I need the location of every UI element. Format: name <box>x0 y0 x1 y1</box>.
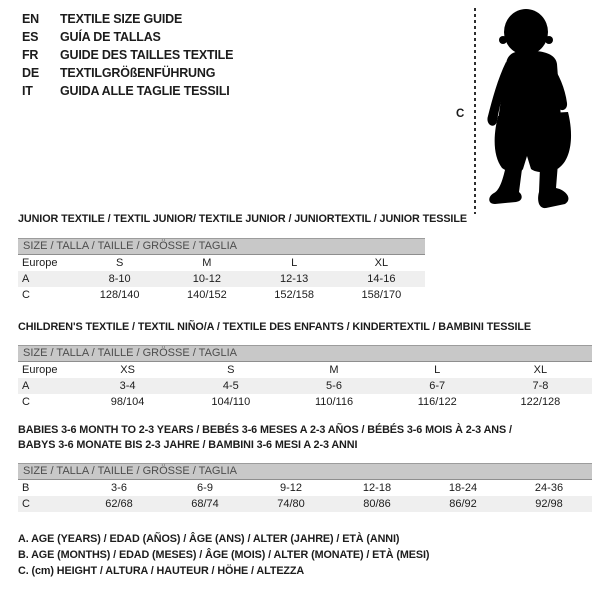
baby-silhouette-icon <box>480 6 586 214</box>
table-row-europe <box>18 255 425 271</box>
height-cell: 152/158 <box>274 289 314 301</box>
row-label: C <box>22 498 30 510</box>
height-cell: 62/68 <box>105 498 133 510</box>
lang-title: GUÍA DE TALLAS <box>60 30 161 44</box>
section-title-babies-line1: BABIES 3-6 MONTH TO 2-3 YEARS / BEBÉS 3-6 MESES A 2-3 AÑOS / BÉBÉS 3-6 MOIS À 2-3 ANS / <box>18 424 512 436</box>
height-cell: 98/104 <box>110 396 145 408</box>
legend-notes <box>18 531 429 579</box>
size-header-bar: SIZE / TALLA / TAILLE / GRÖSSE / TAGLIA <box>18 345 592 362</box>
section-title-babies-line2: BABYS 3-6 MONATE BIS 2-3 JAHRE / BAMBINI 3-6 MESI A 2-3 ANNI <box>18 439 358 451</box>
lang-title: TEXTILE SIZE GUIDE <box>60 12 183 26</box>
lang-row-en <box>22 10 233 28</box>
height-cell: 158/170 <box>361 289 402 301</box>
table-row-height <box>18 496 592 512</box>
junior-size-table <box>18 238 425 303</box>
size-cell: L <box>434 364 441 376</box>
age-cell: 10-12 <box>192 273 221 285</box>
age-cell: 4-5 <box>222 380 239 392</box>
note-age-years: A. AGE (YEARS) / EDAD (AÑOS) / ÂGE (ANS) / ALTER (JAHRE) / ETÀ (ANNI) <box>18 533 400 545</box>
size-cell: XL <box>533 364 548 376</box>
lang-row-it <box>22 82 233 100</box>
height-cell: 140/152 <box>186 289 227 301</box>
row-label: Europe <box>22 257 58 269</box>
row-label: B <box>22 482 30 494</box>
table-row-months <box>18 480 592 496</box>
age-cell: 7-8 <box>532 380 549 392</box>
age-cell: 5-6 <box>326 380 342 392</box>
size-cell: M <box>329 364 339 376</box>
section-title-babies <box>18 423 512 453</box>
table-row-height <box>18 287 425 303</box>
height-cell: 122/128 <box>520 396 561 408</box>
babies-size-table <box>18 463 592 512</box>
row-label: A <box>22 273 30 285</box>
months-cell: 9-12 <box>279 482 303 494</box>
lang-row-de <box>22 64 233 82</box>
lang-title: TEXTILGRÖßENFÜHRUNG <box>60 66 216 80</box>
section-title-children: CHILDREN'S TEXTILE / TEXTIL NIÑO/A / TEXTILE DES ENFANTS / KINDERTEXTIL / BAMBINI TESSILE <box>18 321 531 333</box>
size-cell: XS <box>120 364 135 376</box>
lang-code: ES <box>22 30 39 44</box>
row-label: Europe <box>22 364 58 376</box>
size-cell: XL <box>374 257 389 269</box>
age-cell: 3-4 <box>119 380 136 392</box>
size-cell: M <box>202 257 212 269</box>
table-row-europe <box>18 362 592 378</box>
row-label: C <box>22 396 30 408</box>
size-cell: S <box>227 364 235 376</box>
note-age-months: B. AGE (MONTHS) / EDAD (MESES) / ÂGE (MOIS) / ALTER (MONATE) / ETÀ (MESI) <box>18 549 430 561</box>
height-cell: 104/110 <box>211 396 251 408</box>
months-cell: 12-18 <box>362 482 392 494</box>
months-cell: 24-36 <box>534 482 564 494</box>
children-size-table <box>18 345 592 410</box>
height-cell: 80/86 <box>363 498 391 510</box>
lang-code: IT <box>22 84 33 98</box>
age-cell: 8-10 <box>108 273 131 285</box>
height-cell: 116/122 <box>417 396 457 408</box>
age-cell: 14-16 <box>367 273 396 285</box>
table-row-age <box>18 271 425 287</box>
size-header-bar: SIZE / TALLA / TAILLE / GRÖSSE / TAGLIA <box>18 238 425 255</box>
height-cell: 86/92 <box>449 498 477 510</box>
months-cell: 3-6 <box>111 482 127 494</box>
lang-code: EN <box>22 12 39 26</box>
height-cell: 128/140 <box>99 289 140 301</box>
language-title-list <box>22 10 233 100</box>
height-cell: 110/116 <box>314 396 354 408</box>
months-cell: 6-9 <box>197 482 213 494</box>
row-label: A <box>22 380 30 392</box>
size-cell: L <box>291 257 298 269</box>
table-row-height <box>18 394 592 410</box>
section-title-junior: JUNIOR TEXTILE / TEXTIL JUNIOR/ TEXTILE JUNIOR / JUNIORTEXTIL / JUNIOR TESSILE <box>18 213 467 225</box>
months-cell: 18-24 <box>448 482 478 494</box>
table-row-age <box>18 378 592 394</box>
row-label: C <box>22 289 30 301</box>
age-cell: 6-7 <box>429 380 446 392</box>
lang-row-es <box>22 28 233 46</box>
height-cell: 68/74 <box>191 498 219 510</box>
lang-title: GUIDA ALLE TAGLIE TESSILI <box>60 84 230 98</box>
size-cell: S <box>115 257 124 269</box>
note-height-cm: C. (cm) HEIGHT / ALTURA / HAUTEUR / HÖHE / ALTEZZA <box>18 565 305 577</box>
lang-title: GUIDE DES TAILLES TEXTILE <box>60 48 234 62</box>
height-cell: 74/80 <box>277 498 305 510</box>
height-dotted-line <box>474 8 476 214</box>
age-cell: 12-13 <box>280 273 309 285</box>
height-measure-label: C <box>456 108 465 120</box>
lang-row-fr <box>22 46 233 64</box>
height-cell: 92/98 <box>535 498 563 510</box>
lang-code: FR <box>22 48 39 62</box>
size-header-bar: SIZE / TALLA / TAILLE / GRÖSSE / TAGLIA <box>18 463 592 480</box>
lang-code: DE <box>22 66 39 80</box>
